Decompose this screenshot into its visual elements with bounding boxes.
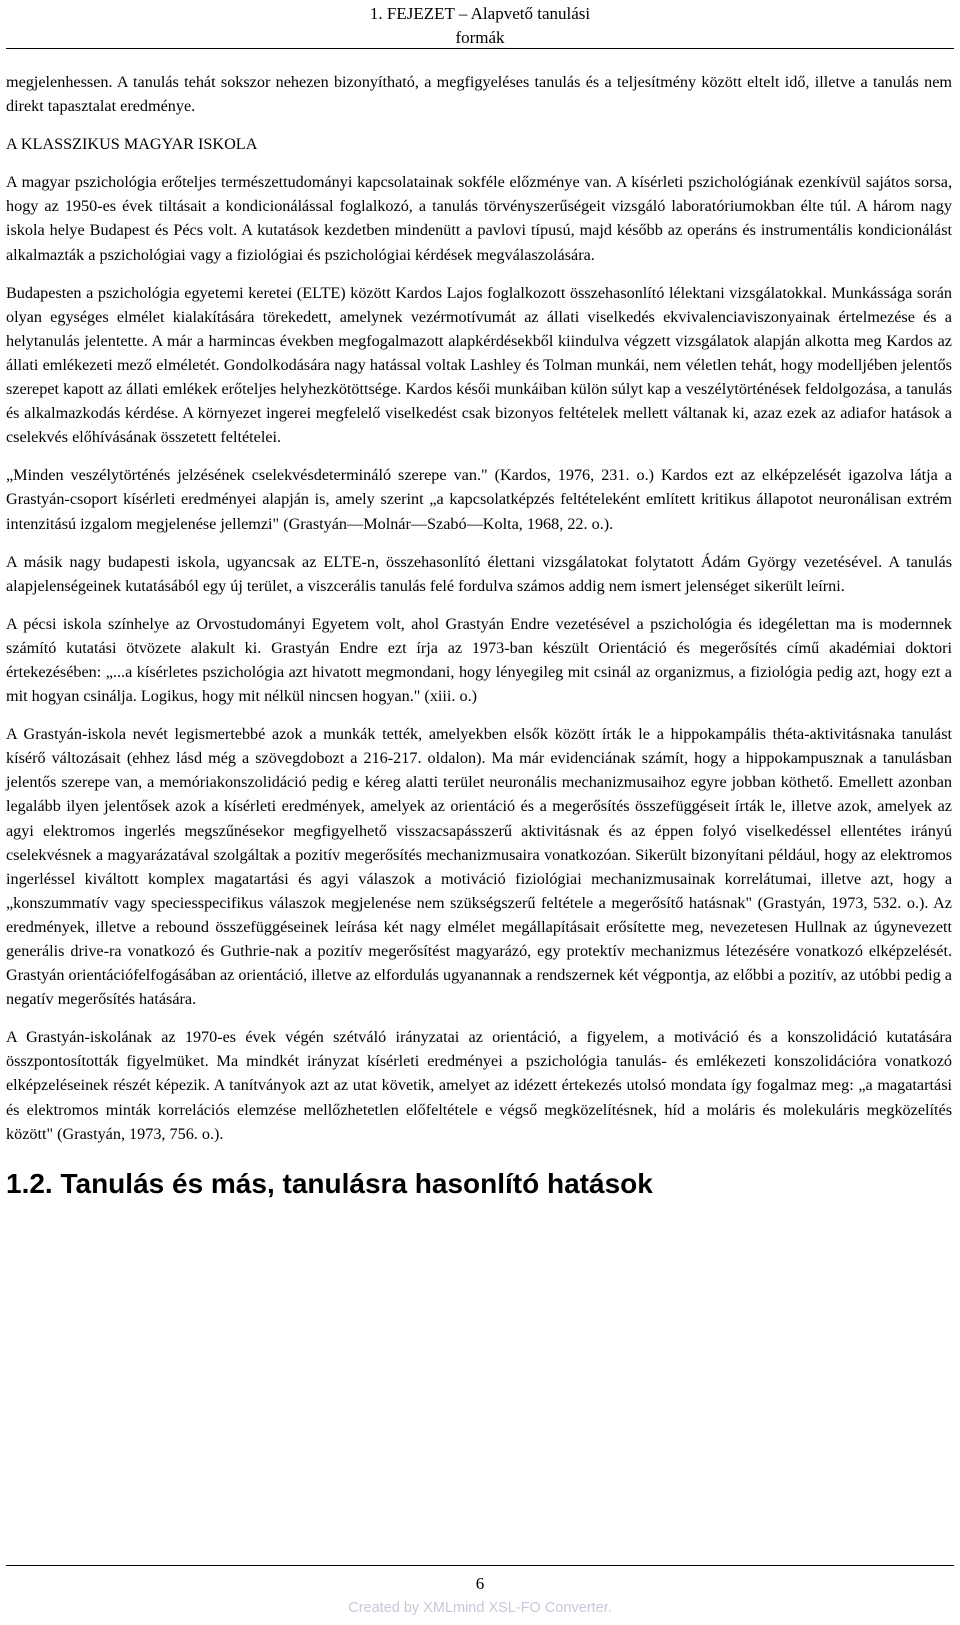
paragraph: Budapesten a pszichológia egyetemi keretei (ELTE) között Kardos Lajos foglalkozott összehasonlító lélektani vizsgálatokkal. Munkássága során olyan egységes elmélet kialakítására törekedett, amelynek vezérmotívumát az állati viselkedés ekvivalenciaviszonyainak értelmezése és a helytanulás jelentette. A már a harmincas években megfogalmazott alapkérdésekből kiindulva végzett vizsgálatok alapján alkotta meg Kardos az állati emlékezeti mező elméletét. Gondolkodására nagy hatással voltak Lashley és Tolman munkái, nem véletlen tehát, hogy modelljében jelentős szerepet kapott az állati emlékek erőteljes helyhezkötöttsége. Kardos késői munkáiban külön súlyt kap a veszélytörténések feldolgozása, a tanulás és alkalmazkodás kérdése. A környezet ingerei megfelelő viselkedést csak bizonyos feltételek mellett váltanak ki, azaz ezek az adiafor hatások a cselekvés előhívásának összetett feltételei.: [6, 283, 952, 447]
footer-divider: [6, 1565, 954, 1566]
paragraph: „Minden veszélytörténés jelzésének cselekvésdetermináló szerepe van." (Kardos, 1976, 231. o.) Kardos ezt az elképzelését igazolva látja a Grastyán-csoport kísérleti eredményei alapján is, amely szerint „a kapcsolatképzés feltételeként említett kritikus állapotot neuronálisan extrém intenzitású izgalom megjelenése jellemzi" (Grastyán—Molnár—Szabó—Kolta, 1968, 22. o.).: [6, 466, 952, 533]
page-number: 6: [475, 1574, 485, 1593]
paragraph: A másik nagy budapesti iskola, ugyancsak az ELTE-n, összehasonlító élettani vizsgálatokat folytatott Ádám György vezetésével. A tanulás alapjelenségeinek kutatásából egy új terület, a viszcerális tanulás felé fordulva számos addig nem ismert jelenséget sikerült leírni.: [6, 552, 952, 595]
paragraph: A pécsi iskola színhelye az Orvostudományi Egyetem volt, ahol Grastyán Endre vezetésével a pszichológia és idegélettan ma is modernnek számító kutatási ötvözete alakult ki. Grastyán Endre ezt írja az 1973-ban készült Orientáció és megerősítés című akadémiai doktori értekezésében: „...a kísérletes pszichológia azt hivatott megmondani, hogy lényegileg mit csinál az organizmus, a fiziológia pedig azt, hogy ezt a mit hogyan csinálja. Logikus, hogy mit nélkül nincsen hogyan." (xiii. o.): [6, 614, 952, 706]
header-divider: [6, 48, 954, 49]
creator-credit: Created by XMLmind XSL-FO Converter.: [348, 1600, 612, 1616]
paragraph: A Grastyán-iskola nevét legismertebbé azok a munkák tették, amelyekben elsők között írták le a hippokampális théta-aktivitásnaka tanulást kísérő változásait (ehhez lásd még a szövegdobozt a 216-217. oldalon). Ma már evidenciának számít, hogy a hippokampusznak a tanulásban jelentős szerepe van, a memóriakonszolidáció pedig e kéreg alatti terület neuronális mechanizmusaihoz egyre jobban köthető. Emellett azonban legalább ilyen jelentősek azok a kísérleti eredmények, amelyek az orientáció és a megerősítés összefüggéseit írták le, illetve azok, amelyek az agyi elektromos ingerlés megszűnésekor megfigyelhető visszacsapásszerű aktivitásnak és az éppen folyó viselkedéssel ellentétes irányú cselekvésnek a magyarázatával szolgáltak a pozitív megerősítés mechanizmusaira vonatkozóan. Sikerült bizonyítani például, hogy az elektromos ingerléssel kiváltott komplex magatartási és agyi válaszok a motiváció fiziológiai mechanizmusainak korrelátumai, illetve azt, hogy a „konszummatív vagy speciesspecifikus válaszok megjelenése nem szükségszerű feltétele a megerősítő hatásnak" (Grastyán, 1973, 532. o.). Az eredmények, illetve a rebound összefüggéseinek leírása két nagy elmélet megállapításait erősítette meg, nevezetesen Hullnak az úgynevezett generális drive-ra vonatkozó és Guthrie-nak a pozitív megerősítést magyarázó, egy protektív mechanizmus létezésére vonatkozó elképzelését. Grastyán orientációfelfogásában az orientáció, illetve az elfordulás ugyanannak a rendszernek két végpontja, az előbbi a pozitív, az utóbbi pedig a negatív megerősítés hatására.: [6, 725, 952, 1009]
running-header: [0, 2, 960, 50]
chapter-heading: 1.2. Tanulás és más, tanulásra hasonlító hatások: [6, 1167, 653, 1199]
running-header-line-2: formák: [455, 28, 505, 47]
paragraph-continuation: megjelenhessen. A tanulás tehát sokszor nehezen bizonyítható, a megfigyeléses tanulás és a teljesítmény között eltelt idő, illetve a tanulás nem direkt tapasztalat eredménye.: [6, 73, 952, 116]
body-text: [6, 70, 952, 1202]
section-title: A KLASSZIKUS MAGYAR ISKOLA: [6, 135, 258, 154]
running-header-line-1: 1. FEJEZET – Alapvető tanulási: [369, 4, 591, 23]
paragraph: A magyar pszichológia erőteljes természettudományi kapcsolatainak sokféle előzménye van. A kísérleti pszichológiának ezenkívül sajátos sorsa, hogy az 1950-es évek tiltásait a kondicionálással foglalkozó, a tanulás törvényszerűségeit vizsgáló laboratóriumokban élte túl. A három nagy iskola helye Budapest és Pécs volt. A kutatások kezdetben mindenütt a pavlovi típusú, majd később az operáns és instrumentális kondicionálást alkalmazták a pszichológiai vagy a fiziológiai és pszichológiai kérdések megválaszolására.: [6, 173, 952, 264]
paragraph: A Grastyán-iskolának az 1970-es évek végén szétváló irányzatai az orientáció, a figyelem, a motiváció és a konszolidáció kutatására összpontosították figyelmüket. Ma mindkét irányzat kísérleti eredményei a pszichológia tanulás- és emlékezeti konszolidációra vonatkozó elképzeléseinek részét képezik. A tanítványok azt az utat követik, amelyet az idézett értekezés utolsó mondata így fogalmaz meg: „a magatartási és elektromos minták korrelációs elemzése mellőzhetetlen előfeltétele e végső megközelítésnek, híd a moláris és molekuláris megközelítés között" (Grastyán, 1973, 756. o.).: [6, 1028, 952, 1143]
